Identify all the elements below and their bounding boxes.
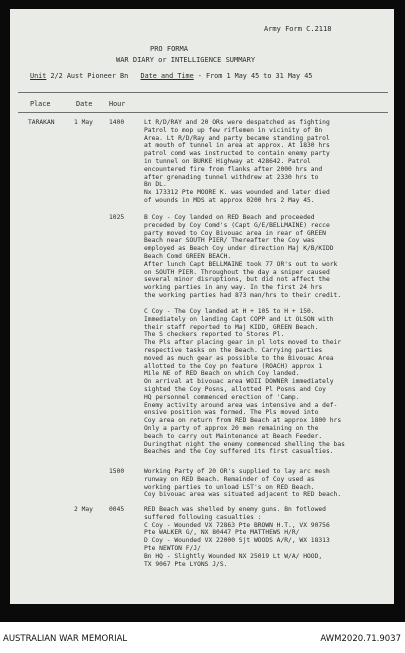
archive-footer: [0, 622, 405, 653]
entry-line: Bn DL.: [144, 181, 167, 189]
entry-line: preceded by Coy Comd's (Capt G/E/BELLMAINE) recce: [144, 221, 330, 229]
entry-line: Working Party of 20 OR's supplied to lay arc mesh: [144, 468, 330, 475]
entry-line: B Coy - Coy landed on RED Beach and proceeded: [144, 214, 315, 221]
entry-hour: 1500: [109, 468, 125, 475]
unit-line: [30, 72, 312, 80]
entry-line: runway on RED Beach. Remainder of Coy used as: [144, 475, 315, 483]
entry-line: beach to carry out Maintenance at Beach Feeder.: [144, 432, 323, 440]
entry-line: D Coy - Wounded VX 22000 Sjt WOODS A/R/, WX 18313: [144, 537, 330, 545]
entry-line: employed as Beach Coy under direction Maj K/B/KIDD: [144, 245, 334, 253]
unit-label: Unit: [30, 72, 47, 80]
war-diary-title: WAR DIARY or INTELLIGENCE SUMMARY: [116, 56, 256, 64]
entry-line: C Coy - The Coy landed at H + 105 to H + 150.: [144, 308, 315, 315]
pro-forma-heading: PRO FORMA: [150, 45, 188, 53]
entry-line: TX 9067 Pte LYONS J/S.: [144, 560, 228, 568]
entry-line: After lunch Capt BELLMAINE took 77 OR's out to work: [144, 260, 338, 268]
entry-hour: 0045: [109, 506, 125, 513]
entry-line: after grenading tunnel withdrew at 2330 hrs to: [144, 173, 319, 181]
entry-line: party moved to Coy Bivouac area in rear of GREEN: [144, 229, 326, 237]
entry-line: Patrol to mop up few riflemen in vicinity of Bn: [144, 126, 323, 134]
entry-line: on SOUTH PIER. Throughout the day a sniper caused: [144, 268, 330, 276]
entry-line: On arrival at bivouac area WOII DOWNER immediately: [144, 378, 334, 386]
entry-line: Beach near SOUTH PIER/ Thereafter the Coy was: [144, 237, 315, 245]
entry-line: encountered fire from flanks after 2000 hrs and: [144, 165, 323, 173]
diary-entry: [144, 468, 394, 499]
entry-line: moved as much gear as possible to the Bivouac Area: [144, 354, 334, 362]
entry-line: Beach Comd GREEN BEACH.: [144, 252, 232, 260]
entry-line: Nx 173312 Pte MOORE K. was wounded and later died: [144, 189, 330, 197]
column-header-place: Place: [30, 100, 51, 108]
entry-line: The Pls after placing gear in pl lots moved to their: [144, 339, 342, 347]
date-range-value: - From 1 May 45 to 31 May 45: [197, 72, 313, 80]
entry-line: The S checkers reported to Stores Pl.: [144, 331, 285, 339]
entry-line: Enemy activity around area was intensive and a def-: [144, 401, 338, 409]
header-rule-bottom: [18, 112, 388, 113]
unit-value: 2/2 Aust Pioneer Bn: [50, 72, 129, 80]
entry-line: patrol comd was instructed to contain enemy party: [144, 150, 330, 158]
diary-entry: [144, 308, 394, 456]
entry-hour: 1400: [109, 119, 125, 126]
entry-date: 1 May: [74, 119, 93, 126]
entry-line: working parties to unload LST's on RED Beach.: [144, 483, 315, 491]
column-header-hour: Hour: [109, 100, 126, 108]
entry-line: of wounds in MDS at approx 0200 hrs 2 May 45.: [144, 196, 315, 204]
army-form-reference: Army Form C.2118: [264, 25, 332, 33]
archive-source: AUSTRALIAN WAR MEMORIAL: [3, 634, 128, 644]
entry-line: HQ personnel commenced erection of 'Camp.: [144, 393, 300, 401]
entry-line: suffered following casualties :: [144, 513, 262, 521]
entry-line: Immediately on landing Capt COPP and Lt OLSON with: [144, 315, 334, 323]
diary-entry: [144, 506, 394, 568]
entry-line: the working parties had 873 man/hrs to their credit.: [144, 291, 342, 299]
entry-line: Duringthat night the enemy commenced shelling the bas: [144, 440, 345, 448]
entry-line: their staff reported to Maj KIDD, GREEN Beach.: [144, 323, 319, 331]
entry-line: Mile NE of RED Beach on which Coy landed.: [144, 370, 300, 378]
entry-line: RED Beach was shelled by enemy guns. Bn fotlowed: [144, 506, 326, 513]
entry-line: respective tasks on the Beach. Carrying parties: [144, 346, 323, 354]
entry-line: working parties in any way. In the first 24 hrs: [144, 284, 323, 292]
entry-line: Pte NEWTON F/J/: [144, 544, 201, 552]
header-rule-top: [18, 92, 388, 93]
entry-line: Beaches and the Coy suffered its first casualties.: [144, 448, 334, 456]
entry-place: TARAKAN: [28, 119, 55, 126]
entry-line: Bn HQ - Slightly Wounded NX 25019 Lt W/A/ HOOD,: [144, 552, 323, 560]
entry-line: sighted the Coy Posns, allotted Pl Posns and Coy: [144, 385, 326, 393]
entry-line: Pte WALKER G/, NX 80447 Pte MATTHEWS H/R/: [144, 529, 300, 537]
entry-date: 2 May: [74, 506, 93, 513]
entry-line: Lt R/D/RAY and 20 ORs were despatched as fighting: [144, 119, 330, 126]
entry-line: at mouth of tunnel in area at approx. At 1830 hrs: [144, 142, 330, 150]
entry-line: several minor disruptions, but did not affect the: [144, 276, 330, 284]
entry-line: C Coy - Wounded VX 72863 Pte BROWN H.T., VX 90756: [144, 521, 330, 529]
war-diary-page: [10, 9, 394, 604]
entry-line: ensive position was formed. The Pls moved into: [144, 409, 319, 417]
accession-number: AWM2020.71.9037: [320, 634, 401, 644]
entry-line: in tunnel on BURKE Highway at 428642. Patrol: [144, 157, 311, 165]
entry-line: Only a party of approx 20 men remaining on the: [144, 424, 319, 432]
date-time-label: Date and Time: [140, 72, 194, 80]
column-header-date: Date: [76, 100, 93, 108]
entry-line: Coy area on return from RED Beach at approx 1800 hrs: [144, 417, 342, 425]
entry-line: allotted to the Coy pn feature (ROACH) approx 1: [144, 362, 323, 370]
entry-hour: 1025: [109, 214, 125, 221]
entry-line: Coy bivouac area was situated adjacent to RED beach.: [144, 491, 342, 499]
diary-entry: [144, 214, 394, 300]
diary-entry: [144, 119, 394, 205]
entry-line: Area. Lt R/D/Ray and party became standing patrol: [144, 134, 330, 142]
